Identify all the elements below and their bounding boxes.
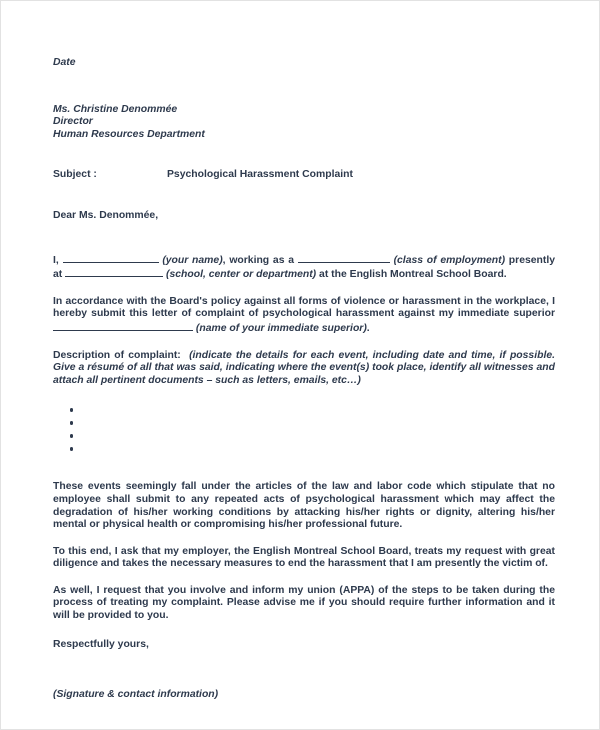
date-placeholder: Date — [53, 57, 76, 68]
letter-body — [53, 57, 555, 702]
complaint-event-list — [53, 403, 555, 455]
description-label: Description of complaint: — [53, 349, 181, 361]
recipient-department: Human Resources Department — [53, 128, 205, 140]
paragraph-intro — [53, 253, 555, 282]
blank-class-of-employment[interactable] — [298, 253, 390, 263]
blank-school-center-department[interactable] — [65, 267, 163, 277]
recipient-name: Ms. Christine Denommée — [53, 103, 178, 115]
intro-mid-2: presently at — [53, 254, 555, 281]
hint-your-name: (your name) — [162, 254, 223, 266]
blank-your-name[interactable] — [63, 253, 159, 263]
intro-tail: at the English Montreal School Board. — [319, 269, 507, 281]
subject-label: Subject : — [53, 169, 97, 181]
signature-placeholder: (Signature & contact information) — [53, 689, 219, 701]
paragraph-description — [53, 350, 555, 388]
hint-school-center-department: (school, center or department) — [166, 269, 317, 281]
hint-class-of-employment: (class of employment) — [393, 254, 506, 266]
closing-salutation: Respectfully yours, — [53, 638, 149, 650]
paragraph-request: To this end, I ask that my employer, the English Montreal School Board, treats my request with great diligence and takes the necessary measures to end the harassment that I am presently the victim of. — [53, 545, 555, 570]
intro-lead: I, — [53, 254, 59, 266]
paragraph-policy — [53, 296, 555, 336]
list-item[interactable] — [53, 442, 555, 455]
hint-immediate-superior: (name of your immediate superior) — [195, 322, 367, 334]
paragraph-union: As well, I request that you involve and inform my union (APPA) of the steps to be taken during the process of treating my complaint. Please advise me if you should require further information and it will be provided to you. — [53, 584, 555, 622]
description-instruction: (indicate the details for each event, including date and time, if possible. Give a résumé of all that was said, indicating where the event(s) took place, identify all witnesses and attach all pertinent documents – such as letters, emails, etc…) — [53, 349, 555, 386]
recipient-title: Director — [53, 116, 93, 128]
subject-line — [53, 169, 555, 182]
paragraph-law: These events seemingly fall under the articles of the law and labor code which stipulate that no employee shall submit to any repeated acts of psychological harassment which may affect the degradation of his/her working conditions by attacking his/her rights or dignity, altering his/her mental or physical health or compromising his/her professional future. — [53, 481, 555, 531]
intro-mid-1: , working as a — [222, 254, 295, 266]
policy-text-before: In accordance with the Board's policy against all forms of violence or harassment in the workplace, I hereby submit this letter of complaint of psychological harassment against my immediate superior — [53, 295, 555, 320]
list-item[interactable] — [53, 416, 555, 429]
list-item[interactable] — [53, 403, 555, 416]
policy-text-after: . — [366, 322, 370, 334]
salutation: Dear Ms. Denommée, — [53, 209, 159, 221]
subject-value: Psychological Harassment Complaint — [167, 169, 353, 181]
blank-immediate-superior[interactable] — [53, 321, 193, 331]
list-item[interactable] — [53, 429, 555, 442]
recipient-block — [53, 104, 555, 142]
